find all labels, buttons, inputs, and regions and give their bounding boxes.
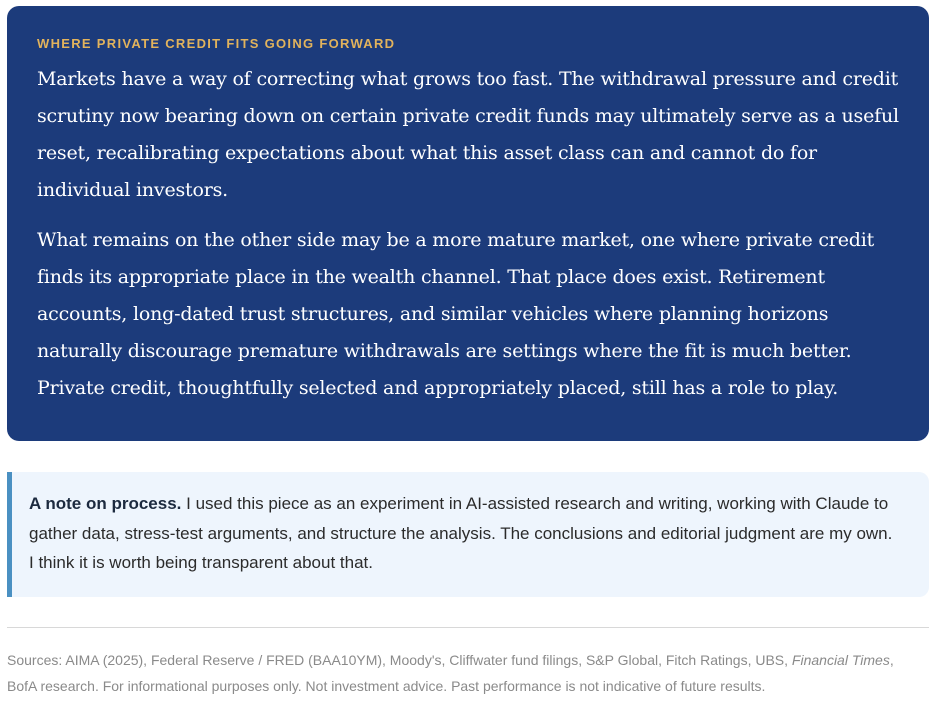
process-note — [7, 472, 929, 597]
sources-text-end: , BofA research. For informational purposes only. Not investment advice. Past performance is not indicative of future results. — [7, 652, 894, 694]
closing-callout — [7, 6, 929, 441]
process-note-body: I used this piece as an experiment in AI-assisted research and writing, working with Claude to gather data, stress-test arguments, and structure the analysis. The conclusions and editorial judgment are my own. I think it is worth being transparent about that. — [29, 494, 893, 572]
callout-paragraph-1: Markets have a way of correcting what grows too fast. The withdrawal pressure and credit scrutiny now bearing down on certain private credit funds may ultimately serve as a useful reset, recalibrating expectations about what this asset class can and cannot do for individual investors. — [37, 68, 899, 201]
callout-paragraph-2: What remains on the other side may be a more mature market, one where private credit finds its appropriate place in the wealth channel. That place does exist. Retirement accounts, long-dated trust structures, and similar vehicles where planning horizons naturally discourage premature withdrawals are settings where the fit is much better. Private credit, thoughtfully selected and appropriately placed, still has a role to play. — [37, 229, 875, 399]
sources-text-start: Sources: AIMA (2025), Federal Reserve / FRED (BAA10YM), Moody's, Cliffwater fund filings, S&P Global, Fitch Ratings, UBS, — [7, 652, 792, 668]
process-note-text — [29, 489, 899, 578]
process-note-lead: A note on process. — [29, 494, 182, 513]
callout-heading: WHERE PRIVATE CREDIT FITS GOING FORWARD — [37, 36, 396, 51]
sources-footnote — [7, 647, 922, 699]
sources-divider — [7, 627, 929, 628]
sources-publication-title: Financial Times — [791, 652, 890, 668]
